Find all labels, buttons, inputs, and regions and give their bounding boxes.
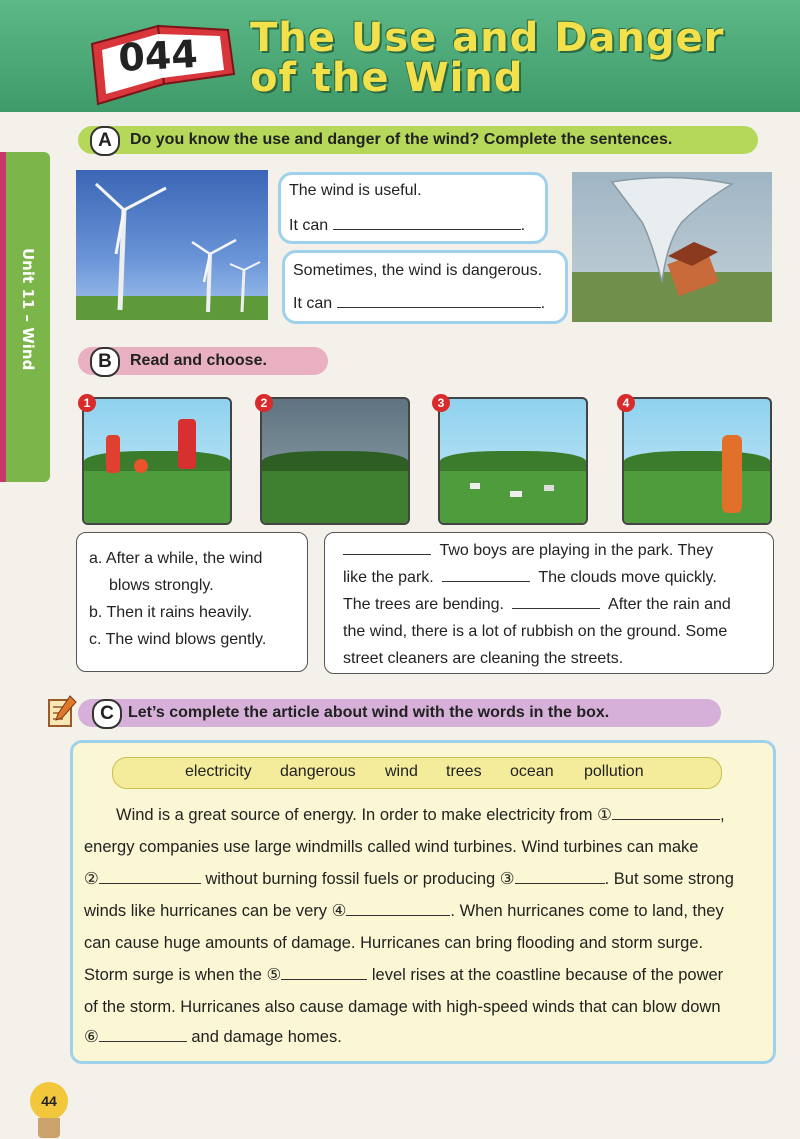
article-line-4: winds like hurricanes can be very ④ bbox=[84, 902, 347, 920]
picture-number-1: 1 bbox=[78, 394, 96, 412]
section-a-title: Do you know the use and danger of the wind? Complete the sentences. bbox=[130, 131, 673, 148]
answer-blank-1[interactable] bbox=[343, 540, 431, 555]
section-c-title: Let’s complete the article about wind with the words in the box. bbox=[128, 704, 610, 721]
article-line-5: can cause huge amounts of damage. Hurricanes can bring flooding and storm surge. bbox=[84, 934, 704, 952]
section-c-letter: C bbox=[92, 699, 122, 729]
blank-marker-6: ⑥ bbox=[84, 1028, 99, 1046]
story-line-2b: The clouds move quickly. bbox=[538, 569, 717, 586]
picture-1-boys-playing bbox=[82, 397, 232, 525]
options-box bbox=[76, 532, 308, 672]
wind-turbines-illustration bbox=[76, 170, 268, 320]
article-line-2: energy companies use large windmills called wind turbines. Wind turbines can make bbox=[84, 838, 699, 856]
story-line-5: street cleaners are cleaning the streets. bbox=[343, 650, 624, 667]
option-c: c. The wind blows gently. bbox=[89, 631, 267, 648]
article-blank-6[interactable] bbox=[99, 1027, 187, 1042]
answer-blank-3[interactable] bbox=[512, 594, 600, 609]
option-a-line-1: a. After a while, the wind bbox=[89, 550, 263, 567]
article-blank-2[interactable] bbox=[99, 869, 201, 884]
story-line-3a: The trees are bending. bbox=[343, 596, 504, 613]
picture-number-4: 4 bbox=[617, 394, 635, 412]
side-tab-strip bbox=[0, 152, 6, 482]
story-line-2a: like the park. bbox=[343, 569, 434, 586]
article-line-6: Storm surge is when the ⑤ bbox=[84, 966, 282, 984]
period: . bbox=[540, 295, 546, 312]
bulb-base bbox=[38, 1118, 60, 1138]
speech-bubble-useful bbox=[278, 172, 548, 244]
word-ocean: ocean bbox=[510, 763, 554, 780]
story-line-3b: After the rain and bbox=[608, 596, 731, 613]
article-line-8: and damage homes. bbox=[186, 1028, 342, 1046]
article-line-3-end: . But some strong bbox=[604, 870, 734, 888]
section-b-title: Read and choose. bbox=[130, 352, 267, 369]
picture-number-2: 2 bbox=[255, 394, 273, 412]
option-a-line-2: blows strongly. bbox=[109, 577, 214, 594]
word-pollution: pollution bbox=[584, 763, 644, 780]
bubble-dangerous-line-2: It can bbox=[293, 295, 333, 312]
section-a-letter: A bbox=[90, 126, 120, 156]
article-blank-4[interactable] bbox=[346, 901, 450, 916]
article-blank-5[interactable] bbox=[281, 965, 367, 980]
word-trees: trees bbox=[446, 763, 482, 780]
word-wind: wind bbox=[385, 763, 418, 780]
story-line-4: the wind, there is a lot of rubbish on the ground. Some bbox=[343, 623, 728, 640]
article-blank-1[interactable] bbox=[612, 805, 720, 820]
article-blank-3[interactable] bbox=[515, 869, 605, 884]
picture-number-3: 3 bbox=[432, 394, 450, 412]
answer-blank-2[interactable] bbox=[442, 567, 530, 582]
article-line-3: without burning fossil fuels or producing ③ bbox=[200, 870, 515, 888]
tornado-illustration bbox=[572, 172, 772, 322]
blank-marker-2: ② bbox=[84, 870, 99, 888]
picture-4-street-cleaner bbox=[622, 397, 772, 525]
article-line-7: of the storm. Hurricanes also cause damage with high-speed winds that can blow down bbox=[84, 998, 721, 1016]
page-title-line-1: The Use and Danger bbox=[250, 15, 725, 61]
article-line-1: Wind is a great source of energy. In order to make electricity from ① bbox=[116, 806, 612, 824]
word-electricity: electricity bbox=[185, 763, 252, 780]
period: . bbox=[520, 217, 526, 234]
bubble-useful-line-2: It can bbox=[289, 217, 329, 234]
picture-2-heavy-rain bbox=[260, 397, 410, 525]
article-line-4-end: . When hurricanes come to land, they bbox=[450, 902, 724, 920]
page-title-line-2: of the Wind bbox=[250, 55, 524, 101]
option-b: b. Then it rains heavily. bbox=[89, 604, 253, 621]
lesson-number: 044 bbox=[117, 31, 199, 81]
answer-blank-use[interactable] bbox=[333, 215, 521, 230]
bubble-useful-line-1: The wind is useful. bbox=[289, 182, 422, 199]
story-box bbox=[324, 532, 774, 674]
bubble-dangerous-line-1: Sometimes, the wind is dangerous. bbox=[293, 262, 543, 279]
pencil-notepad-icon bbox=[46, 694, 78, 728]
page-number-bulb: 44 bbox=[30, 1082, 68, 1120]
comma: , bbox=[719, 806, 725, 824]
picture-3-rubbish bbox=[438, 397, 588, 525]
story-line-1: Two boys are playing in the park. They bbox=[439, 542, 714, 559]
word-dangerous: dangerous bbox=[280, 763, 356, 780]
answer-blank-danger[interactable] bbox=[337, 293, 541, 308]
article-line-6-end: level rises at the coastline because of the power bbox=[367, 966, 724, 984]
unit-label: Unit 11 – Wind bbox=[19, 248, 37, 371]
speech-bubble-dangerous bbox=[282, 250, 568, 324]
section-b-letter: B bbox=[90, 347, 120, 377]
